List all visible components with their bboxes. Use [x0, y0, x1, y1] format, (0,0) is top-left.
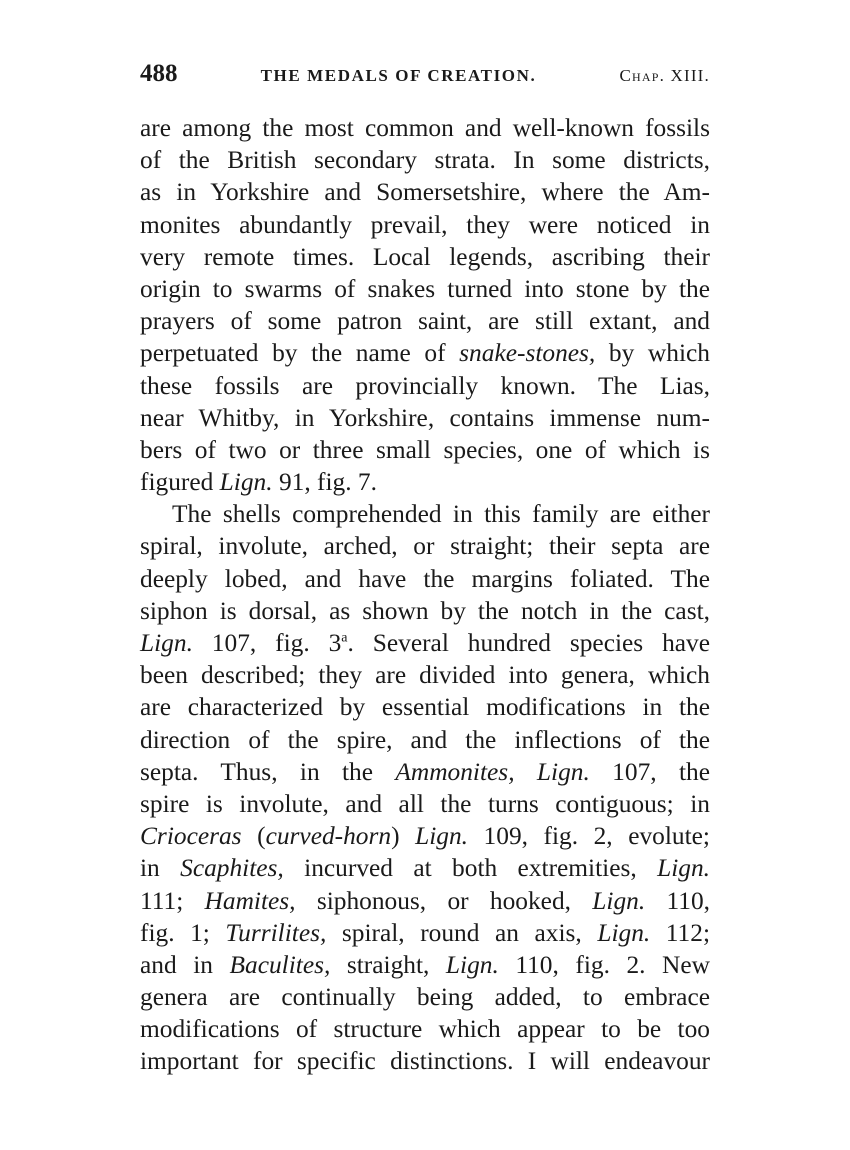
text-run: in — [140, 854, 181, 883]
text-run: these fossils are provincially known. The Lias, — [140, 371, 710, 400]
text-run: incurved at both extremities, — [283, 854, 658, 883]
text-run: near Whitby, in Yorkshire, contains immense num- — [140, 403, 710, 432]
italic-text: Hamites, — [204, 886, 296, 915]
body-text — [140, 112, 710, 1078]
text-line — [140, 563, 710, 595]
text-line — [140, 820, 710, 852]
text-run: septa. Thus, in the — [140, 757, 396, 786]
text-run: figured — [140, 468, 220, 497]
text-line — [140, 337, 710, 369]
text-line — [140, 241, 710, 273]
running-title: THE MEDALS OF CREATION. — [260, 66, 537, 85]
text-run: 109, fig. 2, evolute; — [468, 822, 710, 851]
text-run: and in — [140, 950, 230, 979]
text-run: been described; they are divided into genera, which — [140, 661, 710, 690]
text-line — [140, 595, 710, 627]
text-line — [140, 466, 710, 498]
text-run: origin to swarms of snakes turned into stone by the — [140, 274, 710, 303]
text-line — [140, 885, 710, 917]
text-run: perpetuated by the name of — [140, 339, 460, 368]
text-line — [140, 273, 710, 305]
text-line — [140, 498, 710, 530]
italic-text: Lign. — [140, 629, 193, 657]
text-line — [140, 756, 710, 788]
paragraph — [140, 112, 710, 498]
text-run: important for specific distinctions. I will endeavour — [140, 1047, 710, 1076]
text-line — [140, 402, 710, 434]
text-run: genera are continually being added, to embrace — [140, 983, 710, 1012]
italic-text: Crioceras — [140, 822, 242, 851]
superscript: a — [341, 630, 348, 646]
text-run: siphonous, or hooked, — [295, 886, 593, 915]
italic-text: Lign. — [592, 886, 646, 915]
italic-text: Ammonites, — [395, 757, 515, 786]
text-line — [140, 305, 710, 337]
text-line — [140, 176, 710, 208]
text-run: 107, the — [589, 757, 710, 786]
text-run: ) — [391, 822, 416, 851]
text-line — [140, 949, 710, 981]
text-line — [140, 981, 710, 1013]
italic-text: Scaphites, — [180, 854, 284, 883]
text-run: siphon is dorsal, as shown by the notch in the cast, — [140, 596, 710, 625]
text-run — [515, 758, 537, 786]
text-line — [140, 1045, 710, 1077]
running-chapter: Chap. XIII. — [619, 66, 710, 85]
text-line — [140, 788, 710, 820]
text-line — [140, 627, 710, 659]
text-line — [140, 852, 710, 884]
text-line — [140, 112, 710, 144]
text-run: modifications of structure which appear to be too — [140, 1015, 710, 1044]
text-run: straight, — [330, 950, 446, 979]
text-line — [140, 1013, 710, 1045]
text-run: deeply lobed, and have the margins foliated. The — [140, 564, 710, 593]
text-run: 111; — [140, 886, 205, 915]
text-run: 107, fig. 3 — [192, 629, 342, 657]
italic-text: Lign. — [219, 468, 273, 497]
text-line — [140, 209, 710, 241]
text-run: monites abundantly prevail, they were noticed in — [140, 210, 710, 239]
text-line — [140, 917, 710, 949]
text-run: 110, — [645, 886, 710, 915]
italic-text: Lign. — [445, 950, 499, 979]
text-run: as in Yorkshire and Somersetshire, where the Am- — [140, 178, 710, 207]
paragraph — [140, 498, 710, 1077]
text-run: fig. 1; — [140, 918, 226, 947]
text-line — [140, 434, 710, 466]
italic-text: Lign. — [597, 918, 651, 947]
text-run: spire is involute, and all the turns contiguous; in — [140, 789, 710, 818]
text-run: are among the most common and well-known fossils — [140, 114, 710, 142]
text-line — [140, 144, 710, 176]
italic-text: Lign. — [536, 757, 590, 786]
text-run: prayers of some patron saint, are still extant, and — [140, 307, 710, 336]
text-run: spiral, round an axis, — [326, 918, 598, 947]
text-line — [140, 370, 710, 402]
text-run: are characterized by essential modifications in the — [140, 693, 710, 722]
text-run: ( — [241, 822, 266, 851]
text-run: by which — [595, 339, 710, 368]
text-run: 110, fig. 2. New — [498, 950, 710, 979]
text-line — [140, 530, 710, 562]
page-number: 488 — [140, 60, 178, 87]
text-run: 112; — [650, 918, 711, 947]
italic-text: curved-horn — [265, 822, 392, 851]
text-run: The shells comprehended in this family are either — [172, 500, 710, 529]
text-run: bers of two or three small species, one of which is — [140, 435, 710, 464]
text-run: 91, fig. 7. — [272, 468, 377, 497]
italic-text: Lign. — [657, 854, 710, 883]
italic-text: Turrilites, — [225, 918, 327, 947]
italic-text: Baculites, — [229, 950, 331, 979]
text-line — [140, 724, 710, 756]
text-run: spiral, involute, arched, or straight; their septa are — [140, 532, 710, 561]
text-run: of the British secondary strata. In some districts, — [140, 146, 710, 175]
italic-text: Lign. — [415, 822, 469, 851]
text-run: . Several hundred species have — [347, 629, 710, 657]
text-run: direction of the spire, and the inflections of the — [140, 725, 710, 754]
running-head — [140, 60, 710, 90]
text-run: very remote times. Local legends, ascribing their — [140, 242, 710, 271]
italic-text: snake-stones, — [459, 339, 596, 368]
text-line — [140, 691, 710, 723]
text-line — [140, 659, 710, 691]
